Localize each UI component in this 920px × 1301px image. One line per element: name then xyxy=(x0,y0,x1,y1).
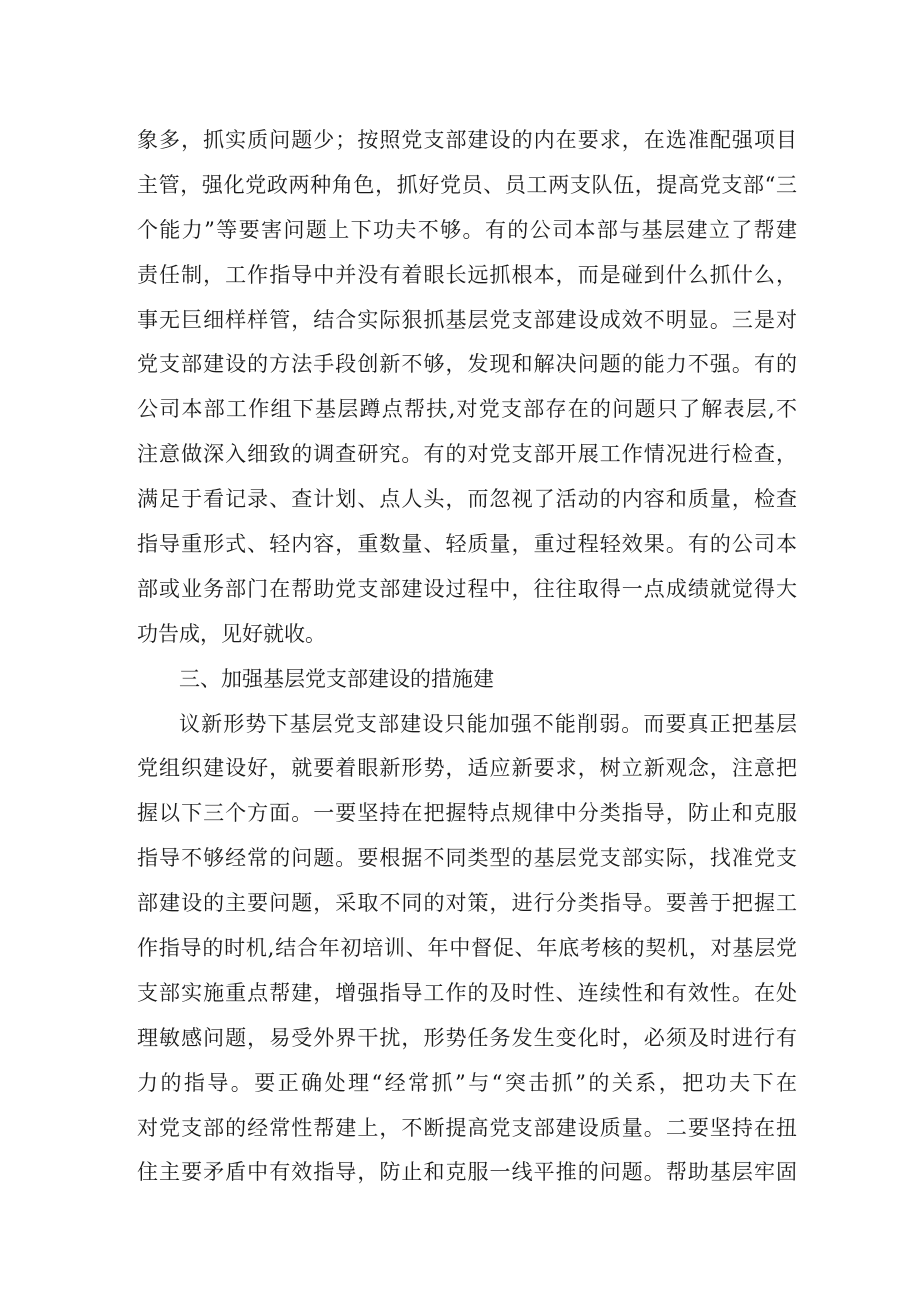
text-line: 力的指导。要正确处理“经常抓”与“突击抓”的关系，把功夫下在 xyxy=(137,1070,797,1095)
text-line: 责任制，工作指导中并没有着眼长远抓根本，而是碰到什么抓什么， xyxy=(137,262,797,287)
text-line: 部建设的主要问题，采取不同的对策，进行分类指导。要善于把握工 xyxy=(137,891,797,916)
text-line: 部或业务部门在帮助党支部建设过程中，往往取得一点成绩就觉得大 xyxy=(137,576,797,601)
text-line: 党支部建设的方法手段创新不够，发现和解决问题的能力不强。有的 xyxy=(137,352,797,377)
text-line: 作指导的时机,结合年初培训、年中督促、年底考核的契机，对基层党 xyxy=(137,936,797,961)
text-line: 支部实施重点帮建，增强指导工作的及时性、连续性和有效性。在处 xyxy=(137,980,797,1005)
paragraph-end-line: 功告成，见好就收。 xyxy=(137,621,326,646)
text-line: 个能力”等要害问题上下功夫不够。有的公司本部与基层建立了帮建 xyxy=(137,217,797,242)
text-line: 指导重形式、轻内容，重数量、轻质量，重过程轻效果。有的公司本 xyxy=(137,532,797,557)
text-line: 党组织建设好，就要着眼新形势，适应新要求，树立新观念，注意把 xyxy=(137,756,797,781)
text-line: 公司本部工作组下基层蹲点帮扶,对党支部存在的问题只了解表层,不 xyxy=(137,397,797,422)
paragraph-start-line: 议新形势下基层党支部建设只能加强不能削弱。而要真正把基层 xyxy=(179,711,797,736)
text-line: 满足于看记录、查计划、点人头，而忽视了活动的内容和质量，检查 xyxy=(137,487,797,512)
document-body xyxy=(137,118,797,1195)
text-line: 理敏感问题，易受外界干扰，形势任务发生变化时，必须及时进行有 xyxy=(137,1025,797,1050)
section-heading: 三、加强基层党支部建设的措施建 xyxy=(179,666,494,691)
text-line: 注意做深入细致的调查研究。有的对党支部开展工作情况进行检查， xyxy=(137,442,797,467)
text-line: 握以下三个方面。一要坚持在把握特点规律中分类指导，防止和克服 xyxy=(137,801,797,826)
text-line: 主管，强化党政两种角色，抓好党员、员工两支队伍，提高党支部“三 xyxy=(137,172,797,197)
text-line: 住主要矛盾中有效指导，防止和克服一线平推的问题。帮助基层牢固 xyxy=(137,1160,797,1185)
text-line: 指导不够经常的问题。要根据不同类型的基层党支部实际，找准党支 xyxy=(137,846,797,871)
text-line: 事无巨细样样管，结合实际狠抓基层党支部建设成效不明显。三是对 xyxy=(137,307,797,332)
text-line: 对党支部的经常性帮建上，不断提高党支部建设质量。二要坚持在扭 xyxy=(137,1115,797,1140)
text-line: 象多，抓实质问题少；按照党支部建设的内在要求，在选准配强项目 xyxy=(137,128,797,152)
